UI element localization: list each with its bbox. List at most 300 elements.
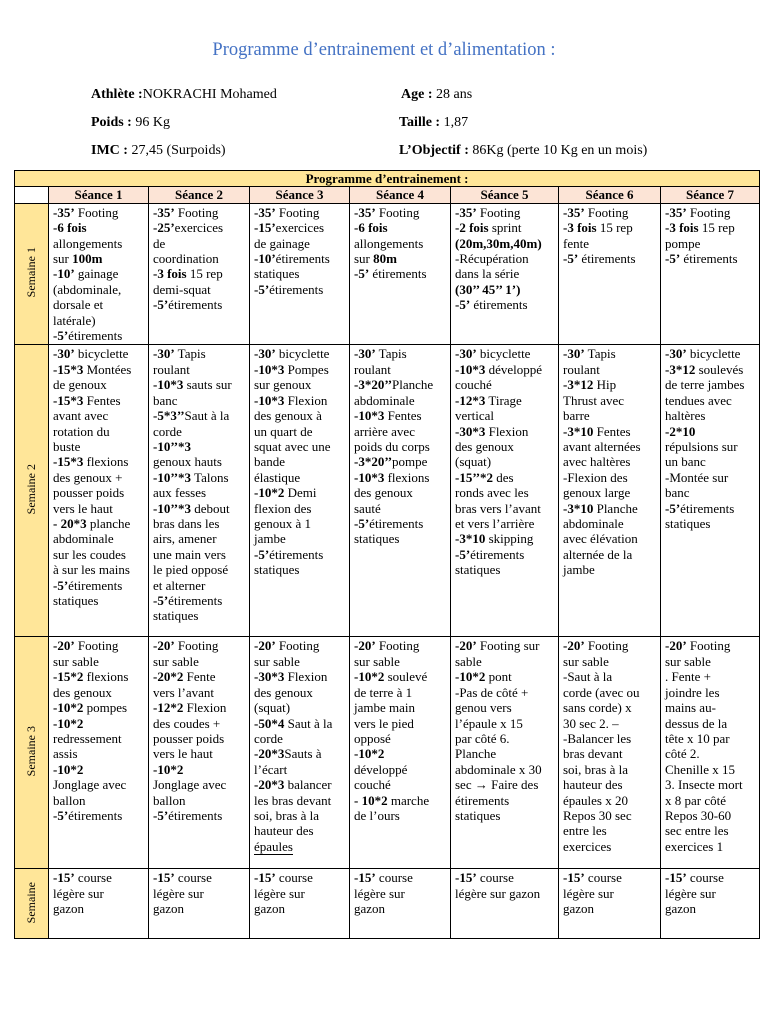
exercise-text: des [493,469,514,485]
exercise-text: -6 fois [53,220,87,236]
exercise-text: -35’ [153,204,175,220]
athlete-height [399,115,468,131]
exercise-line [455,251,555,266]
exercise-text: étirements [680,500,735,516]
exercise-line [354,638,447,653]
exercise-line [53,578,145,593]
athlete-bmi-label: IMC : [91,143,128,158]
exercise-text: barre [563,408,590,424]
exercise-text: Sauts à [284,746,322,762]
exercise-text: Jonglage avec [153,777,227,793]
exercise-text: pompes [83,700,128,716]
exercise-text: -3*20’’ [354,377,393,393]
exercise-line [53,731,145,746]
session-header-4: Séance 4 [350,187,451,203]
exercise-text: -30’ [354,346,376,362]
exercise-line [254,454,346,469]
week-row [15,203,760,345]
exercise-text: de gainage [254,235,310,251]
exercise-line [665,716,756,731]
exercise-text: (abdominale, [53,281,122,297]
exercise-line [665,236,756,251]
exercise-line [153,220,246,235]
exercise-text: Jonglage avec [53,777,127,793]
exercise-text: abdominale x 30 [455,761,542,777]
exercise-text: ballon [53,792,86,808]
exercise-text: bras devant [563,746,623,762]
exercise-line [455,424,555,439]
exercise-text: -15*3 [53,454,84,470]
exercise-text: genou vers [455,700,512,716]
exercise-line [254,901,346,916]
exercise-text: Pompes [284,361,329,377]
exercise-text: coordination [153,251,219,267]
exercise-text: Fente [183,669,216,685]
exercise-text: Footing [174,638,219,654]
exercise-text: un quart de [254,423,313,439]
exercise-line [563,485,657,500]
exercise-text: -3*10 [455,531,486,547]
athlete-name-label: Athlète : [91,87,143,102]
exercise-line [665,762,756,777]
exercise-text: 100m [72,251,103,267]
exercise-line [53,793,145,808]
exercise-text: sauts sur [183,377,232,393]
exercise-line [153,501,246,516]
exercise-line [53,654,145,669]
week-label: Semaine 1 [23,247,38,298]
exercise-line [455,377,555,392]
exercise-text: bicyclette [476,346,531,362]
exercise-text: côté 2. [665,746,700,762]
exercise-text: élastique [254,469,301,485]
exercise-line [563,251,657,266]
exercise-text: Hip [593,377,617,393]
exercise-text: légère sur [254,885,305,901]
exercise-text: les bras devant [254,792,332,808]
exercise-line [53,716,145,731]
exercise-line [254,716,346,731]
exercise-text: -10*2 [354,746,385,762]
exercise-line [254,424,346,439]
exercise-text: sur sable [563,653,609,669]
exercise-text: Saut à la [284,715,333,731]
exercise-line [254,886,346,901]
exercise-line [354,685,447,700]
exercise-line [665,669,756,684]
exercise-text: un banc [665,454,706,470]
exercise-line [563,716,657,731]
exercise-line [354,470,447,485]
exercise-text: sable [455,653,482,669]
exercise-line [53,638,145,653]
exercise-text: 3. Insecte mort [665,777,743,793]
exercise-text: joindre les [665,684,720,700]
exercise-text: Fentes [593,423,631,439]
exercise-line [354,793,447,808]
exercise-text: étirements [369,515,424,531]
exercise-line [455,638,555,653]
athlete-age [401,87,472,103]
exercise-line [53,439,145,454]
exercise-text: de terre à 1 [354,684,413,700]
exercise-text: 80m [373,251,397,267]
exercise-line [53,562,145,577]
exercise-line [254,205,346,220]
exercise-text: Demi [284,485,317,501]
week-row [15,869,760,939]
exercise-line [153,700,246,715]
exercise-line [254,669,346,684]
exercise-line [665,346,756,361]
session-header-2: Séance 2 [149,187,250,203]
exercise-line [455,439,555,454]
exercise-text: étirements [168,592,223,608]
exercise-text: Tapis [375,346,407,362]
exercise-text: étirements [168,807,223,823]
exercise-text: -10*2 [53,761,84,777]
exercise-text: statiques [153,608,199,624]
exercise-text: redressement [53,730,122,746]
exercise-line [563,362,657,377]
exercise-text: course [375,870,413,886]
exercise-text: entre les [563,823,607,839]
exercise-text: roulant [354,361,391,377]
exercise-text: -Pas de côté + [455,684,529,700]
exercise-line [354,901,447,916]
session-header-1: Séance 1 [49,187,149,203]
exercise-text: -20’ [665,638,687,654]
exercise-line [53,762,145,777]
exercise-line [563,669,657,684]
exercise-text: -5’ [563,251,579,267]
exercise-text: - 10*2 [354,792,388,808]
exercise-text: -10*3 [354,469,385,485]
exercise-line [53,393,145,408]
exercise-text: -25’ [153,220,175,236]
exercise-line [354,454,447,469]
exercise-text: jambe main [354,700,416,716]
session-header-7: Séance 7 [661,187,760,203]
exercise-text: Footing [375,204,420,220]
exercise-line [153,439,246,454]
page-title: Programme d’entrainement et d’alimentation : [212,40,556,60]
exercise-text: . Fente + [665,669,711,685]
exercise-text: Footing [686,204,731,220]
exercise-text: avec élévation [563,531,638,547]
exercise-text: -Saut à la [563,669,613,685]
exercise-cell-s2 [149,869,250,939]
exercise-text: -20’ [455,638,477,654]
athlete-weight [91,115,170,131]
exercise-text: épaules x 20 [563,792,628,808]
exercise-line [563,562,657,577]
exercise-line [53,531,145,546]
exercise-line [563,886,657,901]
exercise-line [665,823,756,838]
exercise-text: -5’ [254,546,270,562]
exercise-text: Flexion [284,669,328,685]
exercise-text: ronds avec les [455,485,529,501]
week-row [15,345,760,637]
exercise-text: -5’ [153,592,169,608]
exercise-text: des genoux + [53,469,123,485]
exercise-line [53,669,145,684]
exercise-line [354,220,447,235]
exercise-cell-s3 [250,345,350,637]
exercise-line [53,700,145,715]
exercise-text: -10’’*3 [153,438,192,454]
exercise-cell-s5 [451,637,559,869]
exercise-line [354,377,447,392]
exercise-text: banc [153,392,178,408]
exercise-text: Footing [476,204,521,220]
exercise-cell-s6 [559,869,661,939]
exercise-line [254,501,346,516]
exercise-text: de l’ours [354,807,400,823]
exercise-line [563,501,657,516]
exercise-line [455,793,555,808]
exercise-text: par côté 6. [455,730,510,746]
athlete-bmi-value: 27,45 (Surpoids) [127,143,226,158]
exercise-text: étirements [470,546,525,562]
exercise-text: étirements [369,266,427,282]
exercise-line [354,531,447,546]
exercise-line [53,886,145,901]
exercise-line [254,236,346,251]
exercise-text: statiques [455,562,501,578]
athlete-goal [399,143,647,159]
exercise-text: -15’ [665,870,687,886]
exercise-text: -3 fois [153,266,187,282]
exercise-line [254,685,346,700]
exercise-line [153,282,246,297]
exercise-text: des coudes + [153,715,221,731]
exercise-line [563,870,657,885]
exercise-text: abdominale [53,531,114,547]
exercise-text: légère sur [665,885,716,901]
exercise-line [153,886,246,901]
exercise-line [53,547,145,562]
exercise-text: haltères [665,408,706,424]
exercise-line [354,669,447,684]
exercise-text: genoux à 1 [254,515,312,531]
exercise-text: Footing [275,638,320,654]
exercise-text: dorsale et [53,297,104,313]
exercise-text: 30 sec 2. – [563,715,619,731]
exercise-line [563,808,657,823]
exercise-line [354,408,447,423]
exercise-line [254,870,346,885]
exercise-text: (squat) [254,700,291,716]
exercise-text: des genoux à [254,408,322,424]
exercise-text: demi-squat [153,281,211,297]
exercise-text: -Montée sur [665,469,729,485]
exercise-line [153,578,246,593]
exercise-text: -Flexion des [563,469,628,485]
exercise-cell-s7 [661,869,760,939]
exercise-line [563,638,657,653]
exercise-line [254,393,346,408]
exercise-text: marche [387,792,430,808]
exercise-text: -10*2 [53,700,84,716]
exercise-line [153,516,246,531]
exercise-cell-s4 [350,637,451,869]
exercise-line [354,516,447,531]
exercise-text: assis [53,746,78,762]
exercise-line [254,793,346,808]
exercise-line [455,685,555,700]
exercise-text: -15’ [354,870,376,886]
week-label: Semaine 3 [23,726,38,777]
exercise-line [153,205,246,220]
exercise-line [455,562,555,577]
exercise-line [665,362,756,377]
exercise-text: rotation du [53,423,110,439]
exercise-cell-s5 [451,869,559,939]
exercise-text: -5’ [665,500,681,516]
exercise-cell-s7 [661,203,760,345]
week-row [15,637,760,869]
exercise-line [665,654,756,669]
exercise-text: arrière avec [354,423,415,439]
exercise-line [53,313,145,328]
exercise-text: -30’ [563,346,585,362]
exercise-line [354,808,447,823]
exercise-text: buste [53,438,81,454]
exercise-text: Planche [593,500,638,516]
exercise-line [254,485,346,500]
exercise-text: -15’’*2 [455,469,494,485]
exercise-line [354,362,447,377]
exercise-cell-s4 [350,869,451,939]
exercise-line [455,762,555,777]
exercise-text: statiques [254,562,300,578]
exercise-text: -Balancer les [563,730,632,746]
exercise-text: Footing [275,204,320,220]
exercise-text: gazon [563,901,595,917]
exercise-line [665,454,756,469]
exercise-text: Flexion [183,700,227,716]
exercise-line [665,377,756,392]
exercise-text: abdominale [354,392,415,408]
exercise-text: corde [153,423,182,439]
exercise-text: -3*20’’ [354,454,393,470]
exercise-text: et alterner [153,577,206,593]
exercise-line [665,220,756,235]
training-table [14,170,760,939]
exercise-text: -35’ [455,204,477,220]
exercise-text: balancer [284,777,332,793]
exercise-line [354,485,447,500]
exercise-text: des genoux [53,684,112,700]
exercise-text: -15’ [455,870,477,886]
exercise-line [254,346,346,361]
exercise-text: Tapis [584,346,616,362]
exercise-text: -10*3 [354,408,385,424]
exercise-line [455,746,555,761]
exercise-line [354,205,447,220]
exercise-text: l’épaule x 15 [455,715,523,731]
exercise-text: -3*10 [563,423,594,439]
exercise-line [455,220,555,235]
exercise-text: tête x 10 par [665,730,730,746]
exercise-text: pompe [665,235,701,251]
exercise-line [53,236,145,251]
exercise-line [455,297,555,312]
exercise-line [254,562,346,577]
exercise-line [455,393,555,408]
exercise-line [455,808,555,823]
exercise-line [665,839,756,854]
exercise-line [455,346,555,361]
exercise-text: -35’ [53,204,75,220]
exercise-text: flexions [384,469,430,485]
exercise-text: -30’ [455,346,477,362]
exercise-line [665,700,756,715]
exercise-text: étirements [470,297,528,313]
exercise-text: des genoux [455,438,514,454]
athlete-weight-value: 96 Kg [131,115,170,130]
exercise-text: statiques [53,592,99,608]
exercise-text: -3 fois [665,220,699,236]
exercise-text: développé [485,361,543,377]
exercise-text: -3*10 [563,500,594,516]
exercise-text: Saut à la [184,408,230,424]
session-header-5: Séance 5 [451,187,559,203]
exercise-line [455,870,555,885]
exercise-line [53,408,145,423]
exercise-text: sur sable [254,653,300,669]
exercise-line [455,516,555,531]
exercise-line [665,485,756,500]
exercise-text: des genoux [354,485,413,501]
exercise-line [455,654,555,669]
exercise-text: (30’’ 45’’ 1’) [455,281,521,297]
exercise-line [53,362,145,377]
exercise-text: -5’ [354,266,370,282]
exercise-text: avant avec [53,408,109,424]
exercise-line [254,762,346,777]
exercise-text: vers le pied [354,715,414,731]
session-header-3: Séance 3 [250,187,350,203]
exercise-text: sur sable [53,653,99,669]
exercise-text: pont [485,669,512,685]
exercise-text: bicyclette [74,346,129,362]
exercise-text: abdominale [563,515,624,531]
exercise-text: -35’ [254,204,276,220]
athlete-weight-label: Poids : [91,115,132,130]
exercise-text: Footing [686,638,731,654]
exercise-line [53,328,145,343]
exercise-line [254,700,346,715]
athlete-name [91,87,277,103]
exercise-line [455,282,555,297]
exercise-line [354,870,447,885]
exercise-line [455,205,555,220]
exercise-text: couché [455,377,492,393]
exercise-text: -10’ [53,266,75,282]
exercise-line [665,793,756,808]
exercise-text: -10’’*3 [153,500,192,516]
exercise-text: -10*2 [354,669,385,685]
exercise-text: légère sur [53,885,104,901]
exercise-text: -5’ [455,546,471,562]
exercise-line [153,236,246,251]
exercise-line [354,236,447,251]
exercise-text: dans la série [455,266,520,282]
exercise-line [563,439,657,454]
